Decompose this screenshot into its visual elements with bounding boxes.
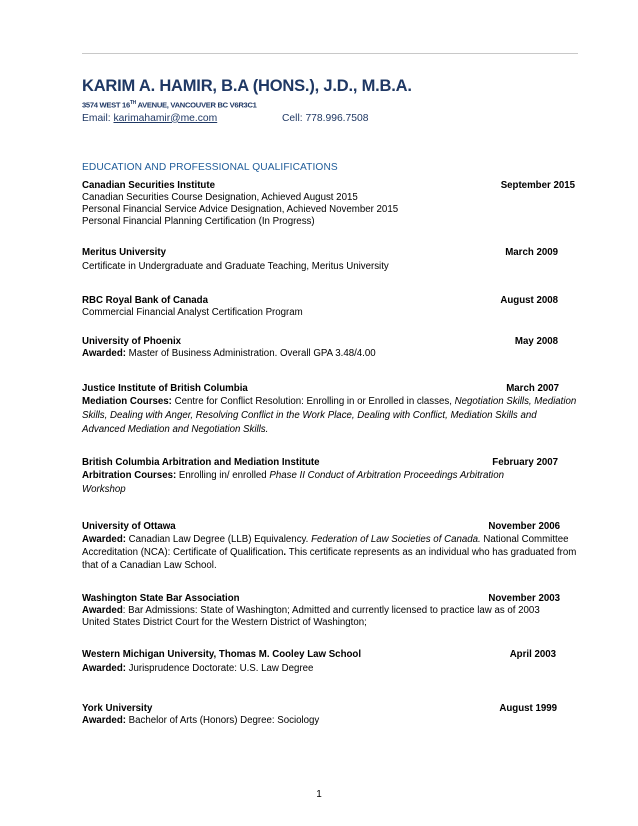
entry-date: April 2003 — [509, 648, 556, 660]
entry-org: University of Phoenix — [82, 335, 182, 347]
entry-line: United States District Court for the Western District of Washington; — [82, 616, 367, 628]
entry-date: May 2008 — [514, 335, 558, 347]
entry-date: November 2006 — [488, 520, 560, 532]
entry-phoenix — [82, 336, 562, 360]
address: 3574 WEST 16TH AVENUE, VANCOUVER BC V6R3C1 — [82, 100, 257, 110]
candidate-name: KARIM A. HAMIR, B.A (HONS.), J.D., M.B.A. — [82, 77, 412, 95]
entry-date: February 2007 — [492, 456, 558, 468]
entry-body: Awarded: Canadian Law Degree (LLB) Equivalency. Federation of Law Societies of Canada. National Committee Accreditation (NCA): Certificate of Qualification. This certificate represents as an individual who has graduated from that of a Canadian Law School. — [82, 533, 577, 571]
contact-line — [82, 113, 562, 124]
entry-ottawa — [82, 520, 577, 572]
entry-date: March 2009 — [505, 246, 558, 258]
entry-bcami — [82, 457, 562, 497]
entry-line: Commercial Financial Analyst Certification Program — [82, 306, 303, 318]
entry-date: November 2003 — [488, 592, 560, 604]
entry-org: Canadian Securities Institute — [82, 179, 215, 191]
entry-meritus — [82, 247, 562, 273]
entry-date: September 2015 — [500, 179, 575, 191]
entry-org: Meritus University — [82, 246, 166, 258]
entry-line: Canadian Securities Course Designation, Achieved August 2015 — [82, 191, 358, 203]
entry-org: Washington State Bar Association — [82, 592, 240, 604]
entry-line: Awarded: Bachelor of Arts (Honors) Degree: Sociology — [82, 714, 320, 726]
entry-jibc — [82, 382, 577, 437]
entry-date: August 1999 — [499, 702, 557, 714]
entry-line: Personal Financial Service Advice Designation, Achieved November 2015 — [82, 203, 399, 215]
entry-date: August 2008 — [500, 294, 558, 306]
entry-org: Western Michigan University, Thomas M. Cooley Law School — [82, 648, 362, 660]
entry-wsba — [82, 593, 562, 629]
cell-phone: Cell: 778.996.7508 — [282, 112, 369, 124]
entry-org: British Columbia Arbitration and Mediation Institute — [82, 456, 320, 468]
entry-org: York University — [82, 702, 153, 714]
email-link[interactable]: karimahamir@me.com — [113, 112, 218, 124]
entry-line: Awarded: Bar Admissions: State of Washington; Admitted and currently licensed to practice law as of 2003 — [82, 604, 540, 616]
entry-line: Certificate in Undergraduate and Graduate Teaching, Meritus University — [82, 260, 389, 272]
entry-csi — [82, 179, 575, 228]
section-heading: EDUCATION AND PROFESSIONAL QUALIFICATIONS — [82, 161, 338, 173]
entry-wmu — [82, 649, 562, 675]
page-number: 1 — [316, 789, 322, 800]
entry-body: Arbitration Courses: Enrolling in/ enrolled Phase II Conduct of Arbitration Proceedings Arbitration Workshop — [82, 469, 504, 495]
entry-org: University of Ottawa — [82, 520, 176, 532]
resume-page — [82, 76, 577, 727]
entry-org: Justice Institute of British Columbia — [82, 382, 248, 394]
entry-line: Awarded: Jurisprudence Doctorate: U.S. Law Degree — [82, 662, 314, 674]
entry-rbc — [82, 295, 562, 319]
entry-york — [82, 703, 562, 727]
entry-body: Mediation Courses: Centre for Conflict Resolution: Enrolling in or Enrolled in classes, Negotiation Skills, Mediation Skills, Dealing with Anger, Resolving Conflict in the Work Place, Dealing with Conflict, Mediation Skills and Advanced Mediation and Negotiation Skills. — [82, 395, 577, 435]
entry-org: RBC Royal Bank of Canada — [82, 294, 208, 306]
entry-line: Personal Financial Planning Certification (In Progress) — [82, 215, 315, 227]
email-label: Email: — [82, 112, 111, 124]
top-divider — [82, 53, 578, 54]
entry-line: Awarded: Master of Business Administration. Overall GPA 3.48/4.00 — [82, 347, 376, 359]
entry-date: March 2007 — [506, 382, 559, 394]
